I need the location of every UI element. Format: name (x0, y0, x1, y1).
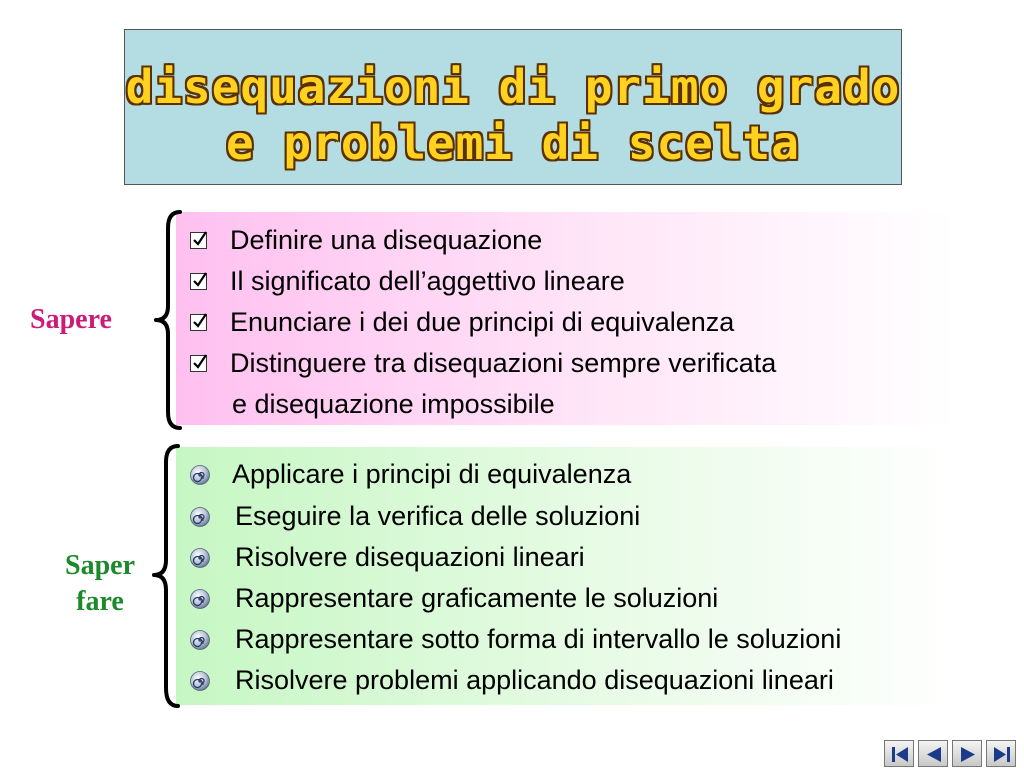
title-line-2: e problemi di scelta (226, 116, 800, 170)
swirl-icon (189, 629, 211, 651)
checkbox-icon (190, 355, 207, 372)
saper-fare-item: Risolvere disequazioni lineari (235, 542, 585, 572)
swirl-icon (189, 506, 211, 528)
saper-fare-item: Applicare i principi di equivalenza (232, 459, 632, 489)
next-slide-icon (953, 741, 983, 768)
swirl-icon (189, 588, 211, 610)
swirl-icon (189, 547, 211, 569)
saper-fare-label-line1: Saper (65, 550, 135, 581)
next-slide-button[interactable] (952, 740, 982, 767)
saper-fare-label-line2: fare (76, 586, 124, 617)
previous-slide-icon (919, 741, 949, 768)
saper-fare-item: Rappresentare sotto forma di intervallo le soluzioni (235, 624, 842, 654)
first-slide-icon (885, 741, 915, 768)
checkbox-icon (190, 232, 207, 249)
saper-fare-item: Rappresentare graficamente le soluzioni (235, 583, 719, 613)
sapere-item-continuation: e disequazione impossibile (232, 389, 555, 419)
sapere-item: Definire una disequazione (230, 225, 543, 255)
checkbox-icon (190, 273, 207, 290)
first-slide-button[interactable] (884, 740, 914, 767)
title-box (124, 29, 902, 185)
saper-fare-item: Eseguire la verifica delle soluzioni (235, 501, 641, 531)
sapere-label: Sapere (30, 304, 112, 335)
sapere-item: Il significato dell’aggettivo lineare (230, 266, 625, 296)
last-slide-icon (987, 741, 1017, 768)
saper-fare-item: Risolvere problemi applicando disequazioni lineari (235, 665, 834, 695)
checkbox-icon (190, 314, 207, 331)
previous-slide-button[interactable] (918, 740, 948, 767)
swirl-icon (189, 464, 211, 486)
saper-fare-label (38, 548, 162, 620)
last-slide-button[interactable] (986, 740, 1016, 767)
sapere-item: Distinguere tra disequazioni sempre verificata (230, 348, 777, 378)
swirl-icon (189, 670, 211, 692)
sapere-item: Enunciare i dei due principi di equivalenza (230, 307, 735, 337)
title-line-1: disequazioni di primo grado (125, 60, 901, 114)
